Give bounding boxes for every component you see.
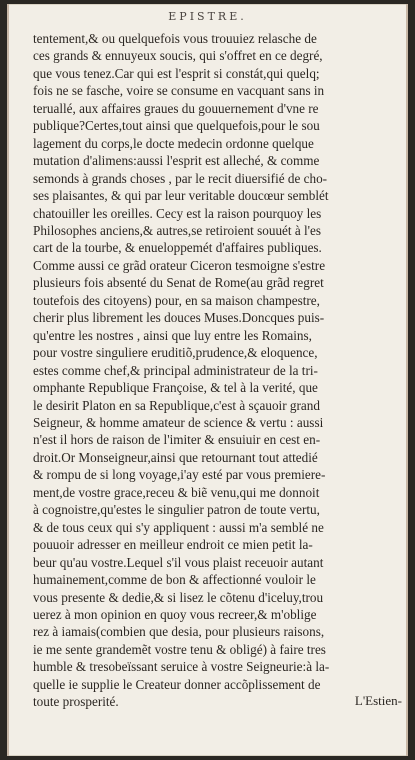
text-line: n'est il hors de raison de l'imiter & ensuiuir en cest en- — [33, 432, 321, 448]
book-page — [7, 4, 408, 756]
text-line: chatouiller les oreilles. Cecy est la raison pourquoy les — [33, 205, 322, 221]
text-line: humainement,comme de bon & affectionné vouloir le — [33, 572, 316, 588]
text-line: droit.Or Monseigneur,ainsi que retournant tout attedié — [33, 449, 318, 465]
page-edge-left — [7, 4, 9, 756]
text-line: pour vostre singuliere eruditiõ,prudence,& eloquence, — [33, 345, 318, 361]
text-line: mutation d'alimens:aussi l'esprit est alleché, & comme — [33, 153, 320, 169]
text-line: qu'entre les nostres , ainsi que luy entre les Romains, — [33, 327, 312, 343]
running-title: EPISTRE. — [168, 10, 247, 23]
text-line: toute prosperité. — [33, 694, 119, 710]
text-line: fois ne se fasche, voire se consume en vacquant sans in — [33, 83, 325, 99]
text-line: ment,de vostre grace,receu & biẽ venu,qui me donnoit — [33, 484, 320, 500]
text-line: publique?Certes,tout ainsi que quelquefois,pour le sou — [33, 118, 320, 134]
catchword: L'Estien- — [354, 693, 402, 708]
text-line: & de tous ceux qui s'y appliquent : aussi m'a semblé ne — [33, 519, 324, 535]
text-line: estes comme chef,& principal administrateur de la tri- — [33, 362, 318, 378]
page-edge-right — [406, 4, 408, 756]
text-line: rez à iamais(combien que desia, pour plusieurs raisons, — [33, 624, 325, 640]
text-line: Comme aussi ce grãd orateur Ciceron tesmoigne s'estre — [33, 257, 326, 273]
text-line: ie me sente grandemẽt vostre tenu & obligé) à faire tres — [33, 641, 326, 657]
text-line: cherir plus librement les douces Muses.Doncques puis- — [33, 310, 325, 326]
text-line: cart de la tourbe, & enueloppemét d'affaires publiques. — [33, 240, 322, 256]
text-line: Philosophes anciens,& autres,se retiroient souuét à l'es — [33, 222, 322, 238]
epistle-text — [33, 30, 398, 711]
text-line: omphante Republique Françoise, & tel à la verité, que — [33, 380, 318, 396]
text-line: humble & tresobeïssant seruice à vostre Seigneurie:à la- — [33, 659, 330, 675]
text-line: & rompu de si long voyage,i'ay esté par vous premiere- — [33, 467, 326, 483]
text-line: uerez à mon opinion en quoy vous recreer,& m'oblige — [33, 606, 317, 622]
text-line: toutefois des citoyens) pour, en sa maison champestre, — [33, 292, 320, 308]
text-line: Seigneur, & homme amateur de science & vertu : aussi — [33, 414, 324, 430]
text-line: ces grands & ennuyeux soucis, qui s'offret en ce degré, — [33, 48, 323, 64]
text-line: ses plaisantes, & qui par leur veritable doucœur semblét — [33, 188, 329, 204]
text-line: plusieurs fois absenté du Senat de Rome(au grãd regret — [33, 275, 324, 291]
text-line: beur qu'au vostre.Lequel s'il vous plaist receuoir autant — [33, 554, 324, 570]
text-line: le desirit Platon en sa Republique,c'est à sçauoir grand — [33, 397, 320, 413]
text-line: lagement du corps,le docte medecin ordonne quelque — [33, 135, 314, 151]
text-line: tentement,& ou quelquefois vous trouuiez relasche de — [33, 31, 317, 46]
text-line: à cognoistre,qu'estes le singulier patron de toute vertu, — [33, 502, 320, 518]
text-line: vous presente & dedie,& si lisez le cõtenu d'iceluy,trou — [33, 589, 324, 605]
text-line: pouuoir adresser en meilleur endroit ce mien petit la- — [33, 537, 313, 553]
text-line: teruallé, aux affaires graues du gouuernement d'vne re — [33, 100, 319, 116]
text-line: semonds à grands choses , par le recit diuersifié de cho- — [33, 170, 328, 186]
text-line: quelle ie supplie le Createur donner accõplissement de — [33, 676, 321, 692]
text-line: que vous tenez.Car qui est l'esprit si constát,qui quelq; — [33, 65, 320, 81]
